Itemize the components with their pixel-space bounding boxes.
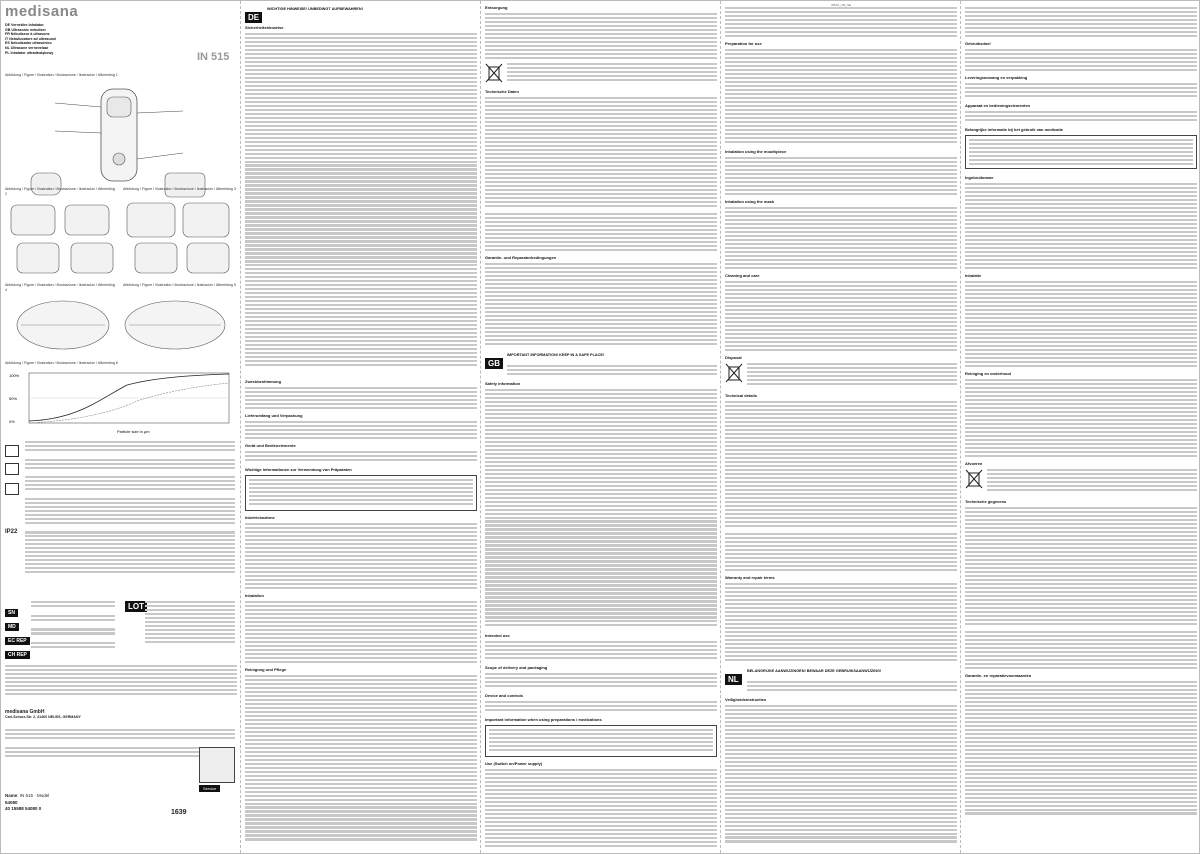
product-title-list <box>5 23 175 55</box>
de-warranty-heading: Garantie- und Reparaturbedingungen <box>485 255 557 260</box>
sn-symbol: SN <box>5 609 18 617</box>
ch-rep-symbol: CH REP <box>5 651 30 659</box>
de-device-heading: Gerät und Bedienelemente <box>245 443 296 448</box>
nl-startup-heading: Ingebruikname <box>965 175 994 180</box>
manufacturer-block <box>5 709 81 719</box>
gb-heading: IMPORTANT INFORMATION! KEEP IN A SAFE PLACE! <box>507 353 605 357</box>
article-number: 54080 <box>5 799 18 805</box>
print-code: IN515_UM_SE <box>831 3 852 7</box>
nl-purpose-heading: Gebruiksdoel <box>965 41 991 46</box>
nl-cleaning-heading: Reiniging en onderhoud <box>965 371 1011 376</box>
gb-device-heading: Device and controls <box>485 693 524 698</box>
nl-technical-heading: Technische gegevens <box>965 499 1007 504</box>
figure-caption-4: Abbildung / Figure / Illustration / Illustrazione / Ilustración / Afbeelding 4 <box>5 283 115 292</box>
nl-warranty-heading: Garantie- en reparatievoorwaarden <box>965 673 1032 678</box>
product-identification: Name: IN 515 · Model 54080 40 15588 54080 0 <box>5 793 50 811</box>
de-delivery-heading: Lieferumfang und Verpackung <box>245 413 303 418</box>
manual-symbol-icon <box>5 483 19 495</box>
de-medication-heading: Wichtige Informationen zur Verwendung von Präparaten <box>245 467 352 472</box>
particle-size-chart <box>7 371 233 435</box>
de-technical-table <box>485 97 717 209</box>
gb-technical-heading: Technical details <box>725 393 757 398</box>
product-title-gb: GB Ultrasonic nebuliser <box>5 27 46 32</box>
de-purpose-heading: Zweckbestimmung <box>245 379 282 384</box>
de-language-tag: DE <box>245 7 262 25</box>
name-label: Name <box>5 793 18 798</box>
gb-disposal-heading: Disposal <box>725 355 742 360</box>
product-title-nl: NL Ultrasone vernevelaar <box>5 45 49 50</box>
figure-caption-6: Abbildung / Figure / Illustration / Illustrazione / Ilustración / Afbeelding 6 <box>5 361 118 365</box>
nl-medication-notice-box <box>965 135 1197 169</box>
chart-ylabel-top: 100% <box>9 373 20 378</box>
figure-caption-1: Abbildung / Figure / Illustration / Illustrazione / Ilustración / Afbeelding 1 <box>5 73 118 77</box>
weee-bin-icon <box>485 63 503 83</box>
de-inhalation-heading: Inhalation <box>245 593 264 598</box>
service-qr-code[interactable] <box>199 747 235 783</box>
gb-technical-table <box>725 401 957 529</box>
symbols-legend-text <box>25 441 235 575</box>
md-symbol: MD <box>5 623 19 631</box>
model-label: IN 515 <box>197 51 230 63</box>
column-2-de <box>241 1 481 853</box>
cleaning-illustrations <box>7 295 233 355</box>
name-value: IN 515 <box>19 793 34 798</box>
gb-language-tag: GB <box>485 353 503 371</box>
de-safety-heading: Sicherheitshinweise <box>245 25 284 30</box>
chart-ylabel-bottom: 0% <box>9 419 15 424</box>
nl-heading: BELANGRIJKE AANWIJZINGEN! BEWAAR DEZE GEBRUIKSAANWIJZING! <box>747 669 882 673</box>
nl-language-tag: NL <box>725 669 742 687</box>
nl-weee-bin-icon <box>965 469 983 489</box>
figure-caption-3: Abbildung / Figure / Illustration / Illustrazione / Ilustración / Afbeelding 3 <box>123 187 236 191</box>
product-title-fr: FR Nébuliseur à ultrasons <box>5 32 50 37</box>
de-heading: WICHTIGE HINWEISE! UNBEDINGT AUFBEWAHREN! <box>267 7 363 11</box>
company-address: Carl-Schurz-Str. 2, 41460 NEUSS, GERMANY <box>5 715 81 719</box>
de-cleaning-heading: Reinigung und Pflege <box>245 667 287 672</box>
brand-logo: medisana <box>5 3 79 20</box>
warning-symbol-icon <box>5 445 19 457</box>
nl-delivery-heading: Leveringsomvang en verpakking <box>965 75 1028 80</box>
gb-weee-bin-icon <box>725 363 743 383</box>
nl-safety-heading: Veiligheidsinstructies <box>725 697 767 702</box>
chart-xlabel: Particle size in µm <box>117 429 150 434</box>
product-title-de: DE Vernebler-Inhalator <box>5 23 44 27</box>
gb-safety-heading: Safety information <box>485 381 521 386</box>
gb-mouthpiece-heading: Inhalation using the mouthpiece <box>725 149 787 154</box>
ukca-number: 1639 <box>171 809 187 816</box>
chart-ylabel-mid: 50% <box>9 396 18 401</box>
nl-technical-table <box>965 507 1197 627</box>
product-title-es: ES Nebulizador ultrasónico <box>5 41 52 46</box>
product-title-it: IT Nebulizzatore ad ultrasuoni <box>5 36 57 41</box>
company-name: medisana GmbH <box>5 709 45 715</box>
ip-rating: IP22 <box>5 529 18 535</box>
de-startup-heading: Inbetriebnahme <box>245 515 275 520</box>
gb-medication-notice-box <box>485 725 717 757</box>
ean-number: 40 15588 54080 0 <box>5 806 42 811</box>
device-illustration <box>15 83 225 203</box>
info-symbol-icon <box>5 463 19 475</box>
ec-rep-symbol: EC REP <box>5 637 30 645</box>
de-medication-notice-box <box>245 475 477 511</box>
column-3 <box>481 1 721 853</box>
de-disposal-heading: Entsorgung <box>485 5 508 10</box>
de-technical-heading: Technische Daten <box>485 89 519 94</box>
gb-mask-heading: Inhalation using the mask <box>725 199 775 204</box>
gb-use-heading: Use (Switch on/Power supply) <box>485 761 543 766</box>
service-button[interactable]: Service <box>199 785 220 792</box>
figure-caption-5: Abbildung / Figure / Illustration / Illustrazione / Ilustración / Afbeelding 5 <box>123 283 236 287</box>
nl-medication-heading: Belangrijke informatie bij het gebruik van medicatie <box>965 127 1064 132</box>
nl-inhalation-heading: Inhalatie <box>965 273 982 278</box>
gb-preparation-heading: Preparation for use <box>725 41 762 46</box>
gb-medication-heading: Important information when using preparations / medications <box>485 717 602 722</box>
gb-cleaning-heading: Cleaning and care <box>725 273 760 278</box>
usage-illustrations <box>7 199 233 279</box>
column-5-nl <box>961 1 1200 853</box>
gb-scope-heading: Scope of delivery and packaging <box>485 665 548 670</box>
figure-caption-2: Abbildung / Figure / Illustration / Illustrazione / Ilustración / Afbeelding 2 <box>5 187 115 196</box>
nl-device-heading: Apparaat en bedieningselementen <box>965 103 1031 108</box>
lot-symbol: LOT <box>125 601 147 612</box>
gb-intended-use-heading: Intended use <box>485 633 510 638</box>
gb-warranty-heading: Warranty and repair terms <box>725 575 775 580</box>
column-1 <box>1 1 241 853</box>
nl-disposal-heading: Afvoeren <box>965 461 983 466</box>
column-4-gb <box>721 1 961 853</box>
product-title-pl: PL Inhalator ultradźwiękowy <box>5 50 54 55</box>
model-label-text: Model <box>37 793 50 798</box>
